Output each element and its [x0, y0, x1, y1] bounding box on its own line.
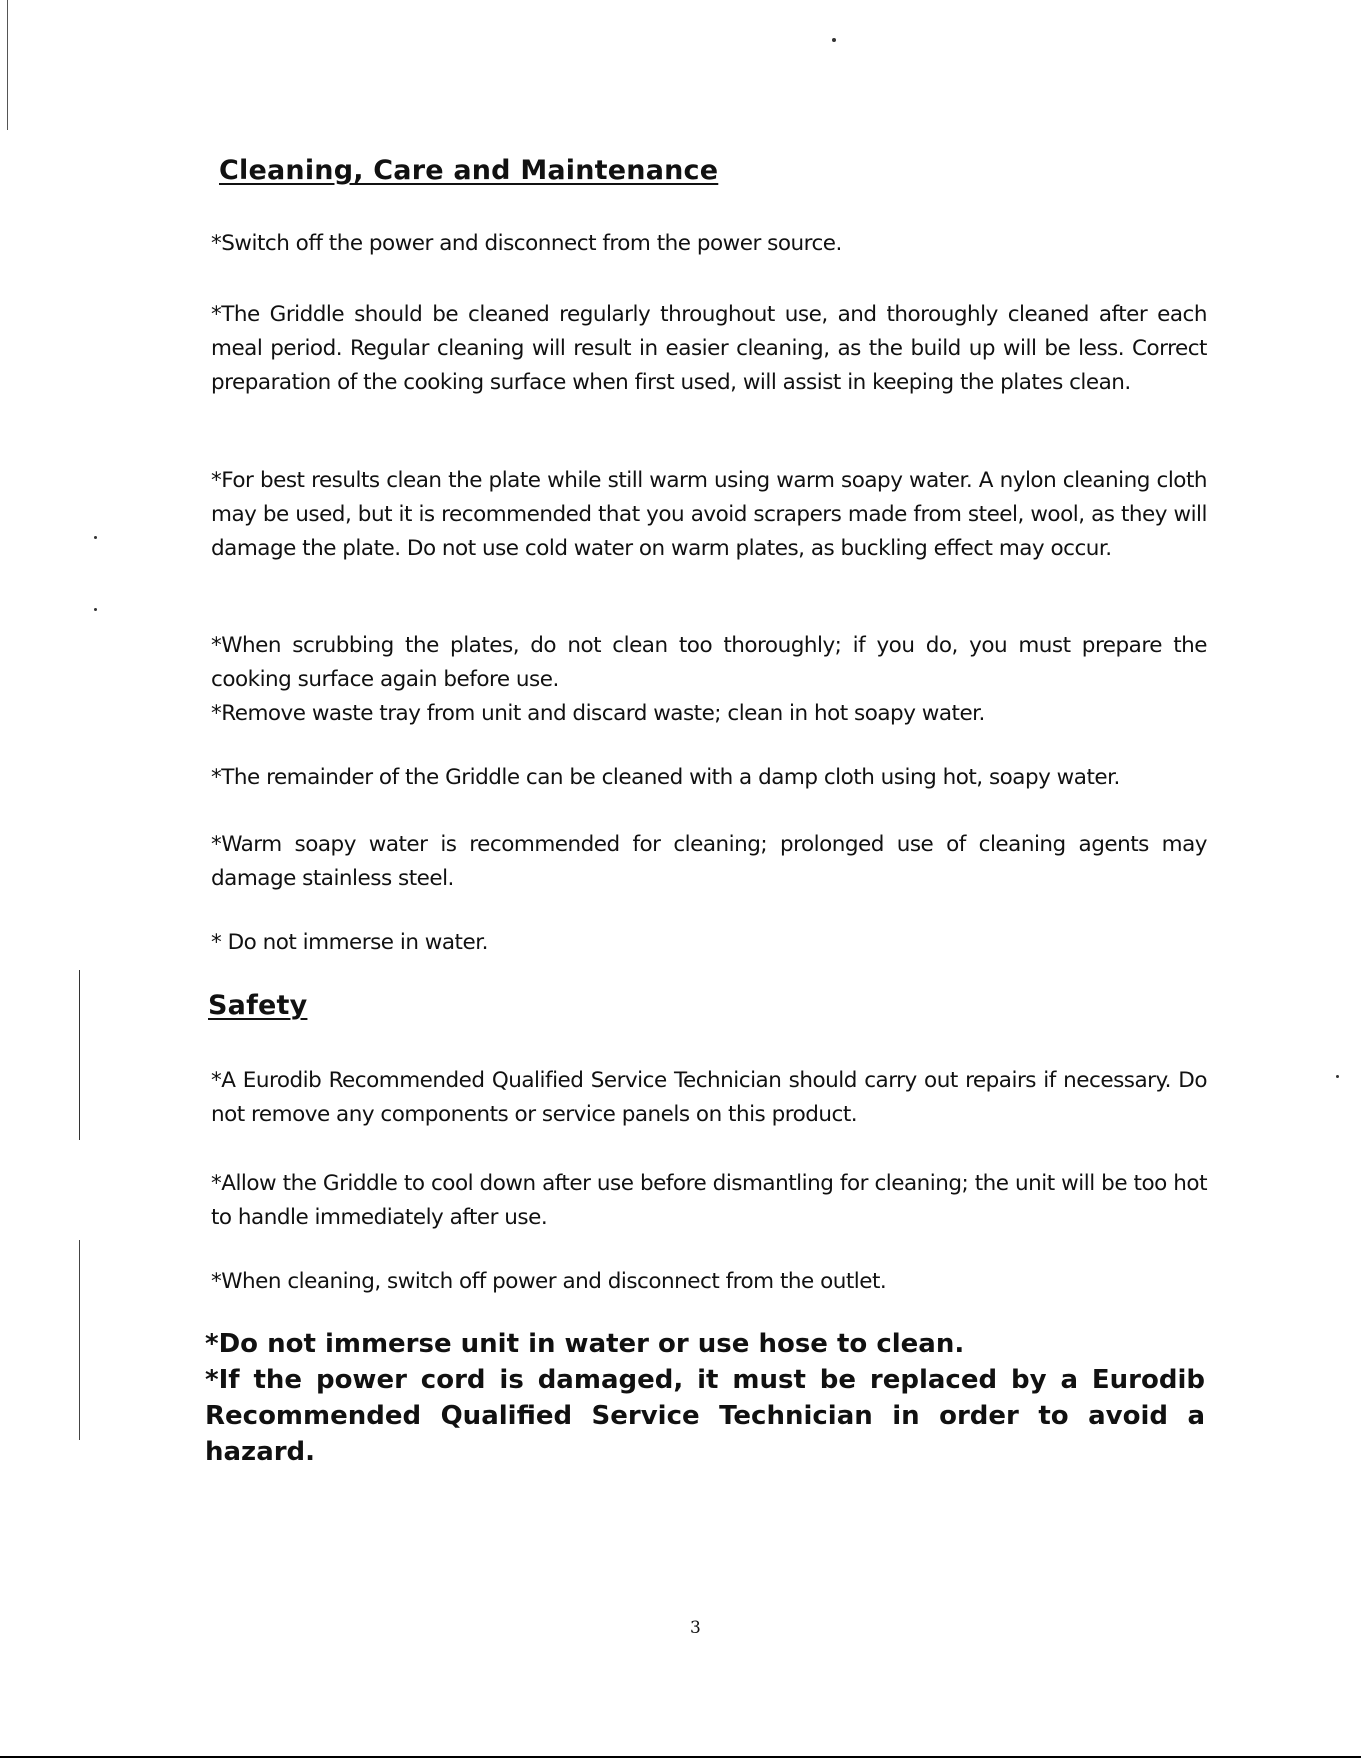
scan-margin-line — [7, 0, 8, 130]
section-heading-safety: Safety — [208, 990, 308, 1021]
scan-margin-line — [79, 970, 80, 1140]
page-number: 3 — [690, 1618, 701, 1638]
paragraph: *Warm soapy water is recommended for cleaning; prolonged use of cleaning agents may damage stainless steel. — [211, 832, 1207, 891]
paragraph: *When scrubbing the plates, do not clean too thoroughly; if you do, you must prepare the cooking surface again before use. — [211, 633, 1207, 692]
warning-text: *If the power cord is damaged, it must be replaced by a Eurodib Recommended Qualified Service Technician in order to avoid a hazard. — [205, 1365, 1205, 1467]
scan-speck — [94, 536, 97, 539]
paragraph: *When cleaning, switch off power and disconnect from the outlet. — [211, 1269, 887, 1294]
scan-speck — [94, 608, 97, 611]
paragraph: *Switch off the power and disconnect from the power source. — [211, 231, 842, 256]
paragraph: *A Eurodib Recommended Qualified Service Technician should carry out repairs if necessary. Do not remove any components or service panels on this product. — [211, 1068, 1207, 1127]
paragraph: *The remainder of the Griddle can be cleaned with a damp cloth using hot, soapy water. — [211, 765, 1120, 790]
paragraph: *The Griddle should be cleaned regularly throughout use, and thoroughly cleaned after each meal period. Regular cleaning will result in easier cleaning, as the build up will be less. Correct preparation of the cooking surface when first used, will assist in keeping the plates clean. — [211, 302, 1207, 395]
scan-bottom-border — [0, 1756, 1361, 1758]
warning-text: *Do not immerse unit in water or use hose to clean. — [205, 1329, 965, 1359]
paragraph: *For best results clean the plate while still warm using warm soapy water. A nylon cleaning cloth may be used, but it is recommended that you avoid scrapers made from steel, wool, as they will damage the plate. Do not use cold water on warm plates, as buckling effect may occur. — [211, 468, 1207, 561]
paragraph: *Allow the Griddle to cool down after use before dismantling for cleaning; the unit will be too hot to handle immediately after use. — [211, 1171, 1207, 1230]
paragraph: * Do not immerse in water. — [211, 930, 488, 955]
scan-margin-line — [79, 1240, 80, 1440]
paragraph: *Remove waste tray from unit and discard waste; clean in hot soapy water. — [211, 701, 985, 726]
scan-speck — [1336, 1075, 1339, 1078]
scan-speck — [832, 38, 836, 42]
section-heading-cleaning: Cleaning, Care and Maintenance — [219, 155, 719, 186]
